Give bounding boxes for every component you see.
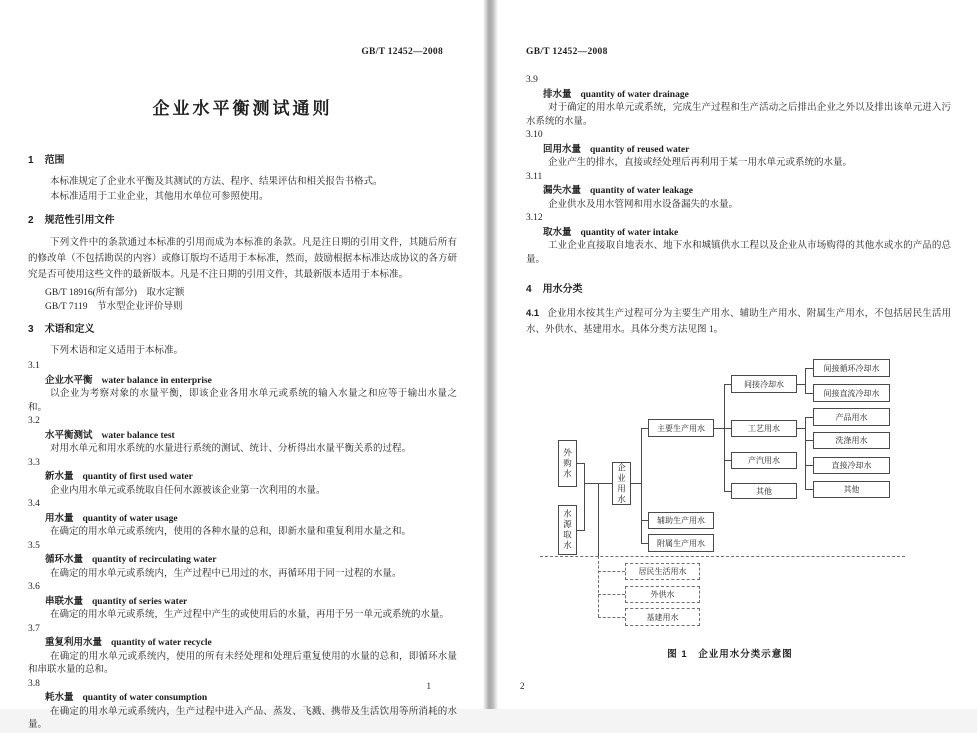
clause-4-1 (526, 306, 951, 338)
clause-text: 企业用水按其生产过程可分为主要生产用水、辅助生产用水、附属生产用水，不包括居民生活用水、外供水、基建用水。具体分类方法见图 1。 (526, 309, 951, 335)
figure-caption: 图 1 企业用水分类示意图 (667, 649, 793, 660)
diagram-node-enterprise-water: 企业用水 (612, 462, 631, 505)
paragraph: 下列术语和定义适用于本标准。 (50, 346, 184, 356)
connector-line (805, 489, 813, 490)
diagram-node-auxiliary-production: 辅助生产用水 (648, 512, 714, 529)
term-zh: 水平衡测试 (45, 429, 93, 441)
connector-line (584, 463, 585, 531)
section-title: 术语和定义 (44, 324, 95, 335)
connector-line (805, 417, 806, 490)
section-number: 2 (28, 215, 34, 226)
connector-line (598, 483, 599, 556)
term-zh: 企业水平衡 (45, 374, 93, 386)
connector-line (641, 428, 648, 429)
term-definition: 以企业为考察对象的水量平衡，即该企业各用水单元或系统的输入水量之和应等于输出水量之和。 (28, 389, 457, 413)
term-zh: 循环水量 (45, 554, 84, 565)
connector-line (797, 384, 805, 385)
term-definition: 在确定的用水单元或系统内，生产过程中已用过的水，再循环用于同一过程的水量。 (50, 568, 402, 579)
connector-line (805, 440, 813, 441)
term-number: 3.2 (28, 416, 40, 426)
page-header: GB/T 12452—2008 (526, 47, 608, 57)
connector-line (724, 384, 731, 385)
paragraph: 本标准适用于工业企业，其他用水单位可参照使用。 (50, 192, 269, 202)
section-number: 4 (526, 284, 532, 295)
connector-line (797, 428, 805, 429)
connector-line (714, 428, 724, 429)
clause-number: 4.1 (526, 308, 540, 319)
connector-line (805, 368, 813, 369)
term-number: 3.4 (28, 499, 40, 509)
connector-line (577, 463, 584, 464)
connector-line (641, 520, 648, 521)
page-number: 1 (426, 681, 431, 691)
term-en: quantity of water drainage (580, 89, 689, 100)
section-1-heading (28, 154, 457, 167)
term-title (28, 595, 457, 610)
term-definition: 对于确定的用水单元或系统，完成生产过程和生产活动之后排出企业之外以及排出该单元进入污水系统的水量。 (526, 103, 951, 127)
doc-title: 企业水平衡测试通则 (152, 99, 333, 118)
connector-line (724, 428, 731, 429)
term-title (28, 691, 457, 706)
term-definition: 在确定的用水单元或系统，生产过程中产生的或使用后的水量，再用于另一单元或系统的水量。 (50, 610, 450, 620)
term-definition: 企业内用水单元或系统取自任何水源被该企业第一次利用的水量。 (50, 485, 326, 496)
term-en: quantity of reused water (590, 144, 690, 155)
connector-line (724, 491, 731, 492)
page-1 (0, 0, 483, 730)
term-3-9 (526, 74, 951, 129)
term-title (28, 636, 457, 651)
term-number: 3.6 (28, 582, 40, 592)
term-definition: 在确定的用水单元或系统内，生产过程中进入产品、蒸发、飞溅、携带及生活饮用等所消耗的水量。 (28, 706, 457, 730)
term-3-8 (28, 678, 457, 733)
term-number: 3.8 (28, 678, 40, 689)
term-3-12 (526, 212, 951, 267)
term-zh: 用水量 (45, 512, 74, 524)
reference-item: GB/T 18916(所有部分) 取水定额 (45, 288, 185, 298)
term-title (526, 143, 951, 158)
term-number: 3.11 (526, 171, 543, 182)
page-gutter (483, 0, 498, 709)
connector-line (724, 384, 725, 492)
term-3-11 (526, 171, 951, 213)
connector-line-dashed (598, 556, 599, 617)
connector-line (805, 465, 813, 466)
term-en: quantity of water consumption (82, 693, 208, 703)
term-zh: 重复利用水量 (45, 637, 103, 648)
connector-line (724, 460, 731, 461)
term-number: 3.10 (526, 130, 543, 140)
term-3-1 (28, 360, 457, 415)
term-3-5 (28, 540, 457, 582)
term-definition: 企业供水及用水管网和用水设备漏失的水量。 (548, 199, 739, 210)
term-number: 3.3 (28, 457, 40, 468)
term-3-7 (28, 623, 457, 678)
term-title (28, 512, 457, 527)
term-3-2 (28, 415, 457, 457)
diagram-node-process-water: 工艺用水 (731, 420, 797, 437)
term-number: 3.1 (28, 361, 40, 371)
connector-line (641, 543, 648, 544)
diagram-node-indirect-cooling: 间接冷却水 (731, 375, 797, 393)
terms-list (526, 74, 951, 267)
term-en: quantity of water usage (82, 513, 178, 524)
connector-line (577, 530, 584, 531)
page-2 (498, 0, 977, 709)
paragraph: 下列文件中的条款通过本标准的引用而成为本标准的条款。凡是注日期的引用文件，其随后所有的修改单（不包括勘误的内容）或修订版均不适用于本标准，然而，鼓励根据本标准达成协议的各方研究是否可使用这些文件的最新版本。凡是不注日期的引用文件，其最新版本适用于本标准。 (28, 238, 457, 280)
diagram-node-washing-water: 洗涤用水 (813, 432, 890, 449)
figure-1-diagram (530, 352, 930, 664)
term-zh: 回用水量 (543, 143, 582, 155)
term-3-6 (28, 581, 457, 623)
connector-line-dashed (598, 571, 625, 572)
term-title (526, 226, 951, 241)
paragraph: 本标准规定了企业水平衡及其测试的方法、程序、结果评估和相关报告书格式。 (50, 177, 383, 187)
term-zh: 新水量 (45, 471, 74, 482)
term-title (28, 374, 457, 389)
term-number: 3.7 (28, 623, 40, 634)
connector-line (805, 368, 806, 394)
term-definition: 在确定的用水单元或系统内，使用的所有未经处理和处理后重复使用的水量的总和，即循环水量和串联水量的总和。 (28, 651, 457, 675)
term-en: quantity of recirculating water (92, 555, 217, 565)
diagram-node-product-water: 产品用水 (813, 408, 890, 426)
term-title (526, 184, 951, 199)
diagram-node-residential-water: 居民生活用水 (625, 563, 700, 580)
diagram-node-indirect-circulating-cooling: 间接循环冷却水 (813, 359, 890, 377)
connector-line-dashed (598, 594, 625, 595)
term-number: 3.12 (526, 213, 543, 223)
diagram-node-source-intake: 水源取水 (558, 505, 577, 555)
connector-line (641, 428, 642, 544)
diagram-node-construction-water: 基建用水 (625, 608, 700, 626)
connector-line-dashed (598, 617, 625, 618)
diagram-node-external-supply-water: 外供水 (625, 586, 700, 603)
page-1-content (0, 0, 483, 730)
term-en: quantity of water intake (580, 227, 679, 238)
term-en: water balance in enterprise (101, 375, 212, 386)
section-3-heading (28, 323, 457, 336)
diagram-node-other-1: 其他 (731, 483, 797, 499)
section-title: 范围 (44, 155, 65, 166)
reference-item: GB/T 7119 节水型企业评价导则 (45, 302, 183, 312)
term-zh: 取水量 (543, 226, 572, 238)
diagram-node-indirect-once-through-cooling: 间接直流冷却水 (813, 384, 890, 402)
section-2-heading (28, 214, 457, 227)
diagram-node-purchased-water: 外购水 (558, 440, 577, 487)
term-zh: 耗水量 (45, 692, 74, 703)
section-title: 用水分类 (542, 284, 583, 295)
terms-list (28, 360, 457, 733)
term-en: quantity of first used water (82, 472, 193, 482)
term-zh: 漏失水量 (543, 185, 582, 196)
term-definition: 在确定的用水单元或系统内，使用的各种水量的总和，即新水量和重复利用水量之和。 (50, 527, 412, 537)
term-en: quantity of water recycle (111, 638, 212, 648)
diagram-node-other-2: 其他 (813, 481, 890, 498)
term-definition: 企业产生的排水，直接或经处理后再利用于某一用水单元或系统的水量。 (548, 158, 853, 168)
term-3-10 (526, 129, 951, 171)
term-3-3 (28, 457, 457, 499)
term-zh: 串联水量 (45, 595, 84, 607)
section-4-heading (526, 283, 951, 296)
term-number: 3.9 (526, 75, 538, 85)
section-title: 规范性引用文件 (44, 215, 115, 226)
term-en: quantity of series water (92, 596, 188, 607)
diagram-node-main-production: 主要生产用水 (648, 419, 714, 437)
diagram-node-steam-water: 产汽用水 (731, 452, 797, 469)
connector-line (631, 483, 641, 484)
term-3-4 (28, 498, 457, 540)
term-definition: 工业企业直接取自地表水、地下水和城镇供水工程以及企业从市场购得的其他水或水的产品的总量。 (526, 241, 951, 265)
connector-line (805, 417, 813, 418)
term-title (526, 88, 951, 103)
term-title (28, 429, 457, 444)
term-title (28, 553, 457, 568)
term-number: 3.5 (28, 540, 40, 551)
section-number: 1 (28, 155, 34, 166)
diagram-node-direct-cooling: 直接冷却水 (813, 457, 890, 474)
term-title (28, 470, 457, 485)
term-en: water balance test (101, 430, 175, 441)
connector-line (805, 393, 813, 394)
page-number: 2 (520, 681, 525, 691)
section-number: 3 (28, 324, 34, 335)
term-zh: 排水量 (543, 88, 572, 100)
term-definition: 对用水单元和用水系统的水量进行系统的测试、统计、分析得出水量平衡关系的过程。 (50, 444, 412, 454)
term-en: quantity of water leakage (590, 186, 694, 196)
boundary-dashed-line (540, 556, 905, 557)
diagram-node-attached-production: 附属生产用水 (648, 534, 714, 552)
page-header: GB/T 12452—2008 (361, 47, 443, 57)
